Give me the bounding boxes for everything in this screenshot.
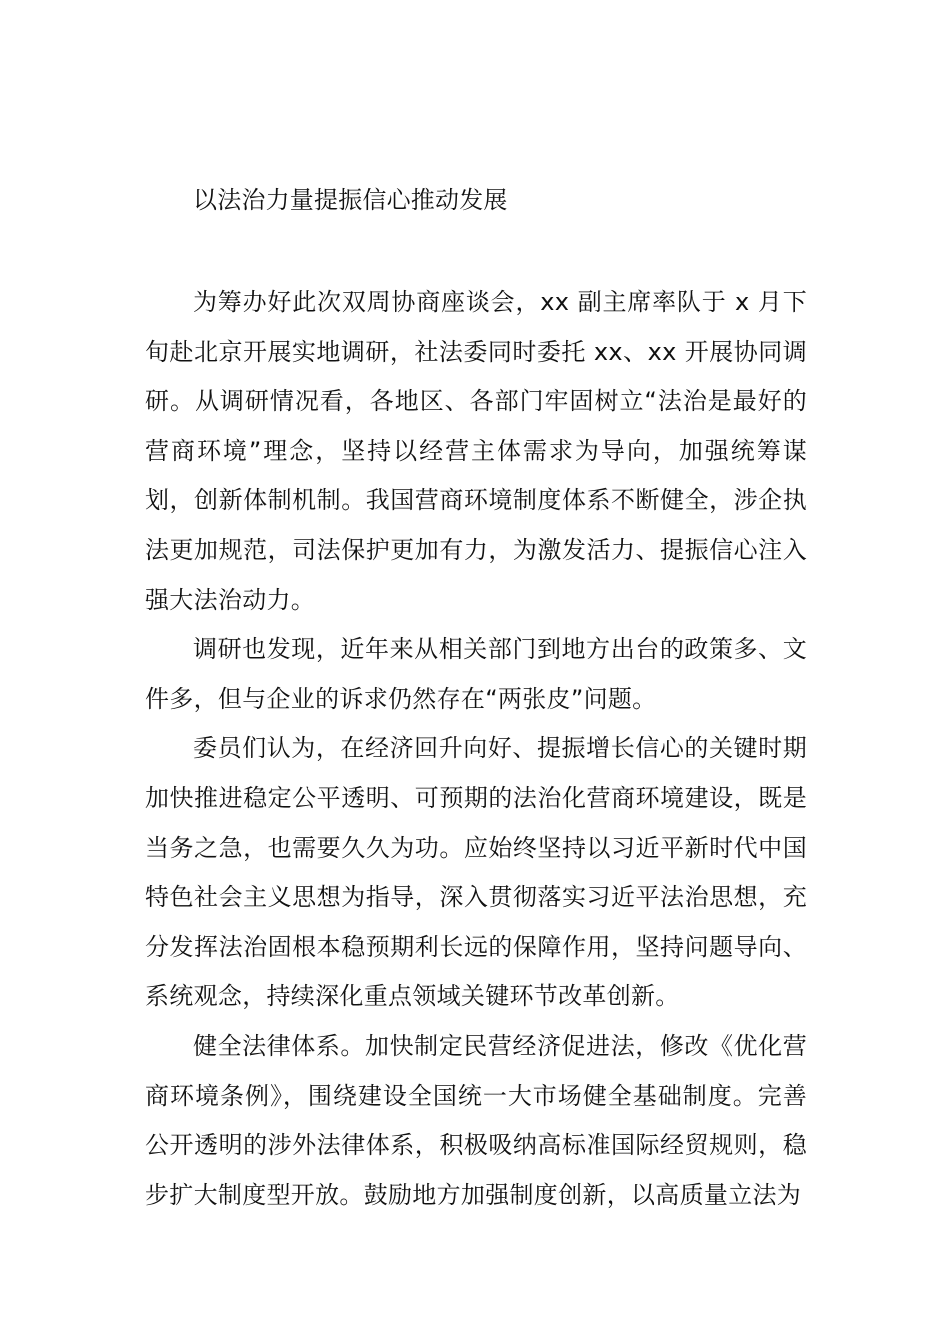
paragraph-2: 调研也发现，近年来从相关部门到地方出台的政策多、文件多，但与企业的诉求仍然存在“两张皮”问题。 [145, 635, 807, 713]
paragraph-4: 健全法律体系。加快制定民营经济促进法，修改《优化营商环境条例》，围绕建设全国统一大市场健全基础制度。完善公开透明的涉外法律体系，积极吸纳高标准国际经贸规则，稳步扩大制度型开放。鼓励地方加强制度创新，以高质量立法为 [145, 1031, 807, 1209]
paragraph-1: 为筹办好此次双周协商座谈会，xx 副主席率队于 x 月下旬赴北京开展实地调研，社法委同时委托 xx、xx 开展协同调研。从调研情况看，各地区、各部门牢固树立“法治是最好的营商环境”理念，坚持以经营主体需求为导向，加强统筹谋划，创新体制机制。我国营商环境制度体系不断健全，涉企执法更加规范，司法保护更加有力，为激发活力、提振信心注入强大法治动力。 [145, 288, 807, 614]
paragraph-3: 委员们认为，在经济回升向好、提振增长信心的关键时期加快推进稳定公平透明、可预期的法治化营商环境建设，既是当务之急，也需要久久为功。应始终坚持以习近平新时代中国特色社会主义思想为指导，深入贯彻落实习近平法治思想，充分发挥法治固根本稳预期利长远的保障作用，坚持问题导向、系统观念，持续深化重点领域关键环节改革创新。 [145, 734, 807, 1011]
document-title: 以法治力量提振信心推动发展 [193, 186, 508, 214]
document-body [145, 278, 807, 1220]
